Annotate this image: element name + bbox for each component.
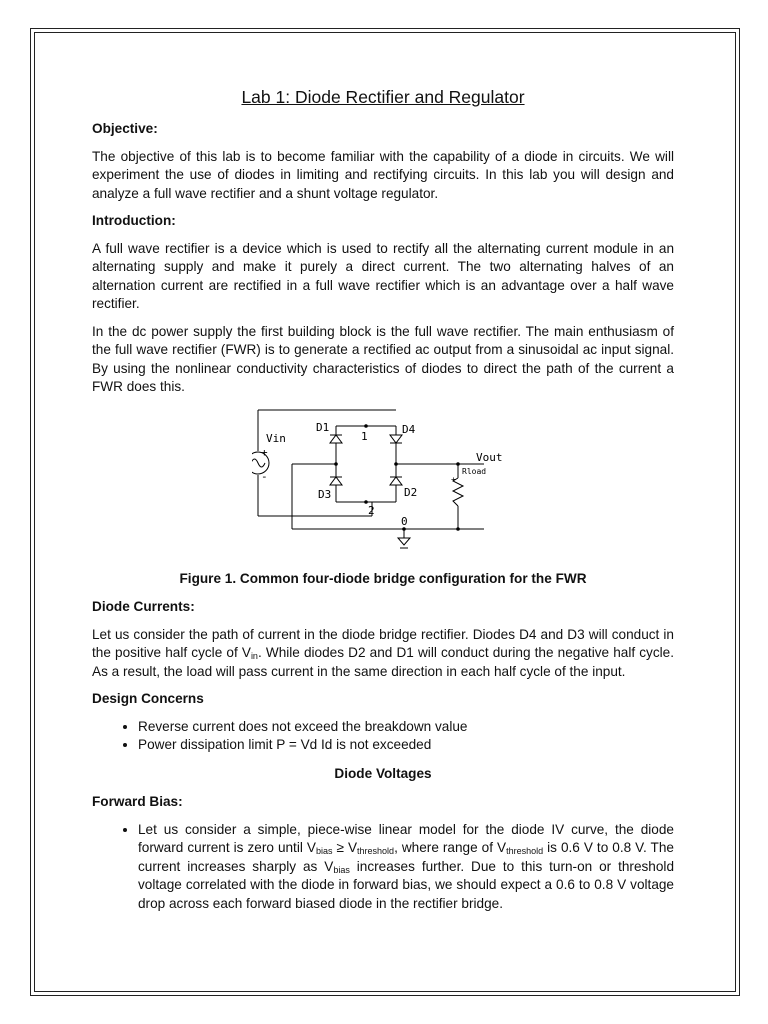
label-rload: Rload xyxy=(462,466,487,476)
label-vin: Vin xyxy=(266,431,286,445)
list-item xyxy=(138,821,674,914)
subscript-in: in xyxy=(250,651,258,661)
introduction-heading: Introduction: xyxy=(92,213,176,228)
diode-currents-paragraph xyxy=(92,626,674,682)
fb-text-2: ≥ V xyxy=(332,840,358,855)
forward-bias-list xyxy=(92,821,674,914)
label-d4: D4 xyxy=(402,422,416,436)
diode-currents-text-b: . While diodes D2 and D1 will conduct during the negative half cycle. As a result, the load will pass current in the same direction in each half cycle of the input. xyxy=(92,645,674,679)
subscript-threshold: threshold xyxy=(506,846,544,856)
list-item: • Reverse current does not exceed the breakdown value xyxy=(138,718,674,737)
bridge-rectifier-diagram xyxy=(252,406,512,562)
document-title: Lab 1: Diode Rectifier and Regulator xyxy=(241,87,525,107)
objective-heading: Objective: xyxy=(92,121,158,136)
introduction-paragraph-1: A full wave rectifier is a device which is used to rectify all the alternating current module in an alternating supply and make it purely a direct current. The two alternating halves of an alternation current are rectified in a full wave rectifier which is an advantage over a half wave rectifier. xyxy=(92,240,674,311)
design-concerns-list xyxy=(92,718,674,755)
fb-text-1: Let us consider a simple, piece-wise linear model for the diode IV curve, the diode forward current is zero until V xyxy=(138,821,674,855)
diode-currents-text-a: Let us consider the path of current in the diode bridge rectifier. Diodes D4 and D3 will conduct in the positive half cycle of V xyxy=(92,626,674,660)
document-body xyxy=(92,86,674,923)
forward-bias-heading: Forward Bias: xyxy=(92,794,183,809)
label-plus: + xyxy=(261,445,268,459)
label-rload-plus: + xyxy=(451,474,456,484)
fb-text-5: increases further. Due to this turn-on or threshold voltage correlated with the diode in forward bias, we should expect a 0.6 to 0.8 V voltage drop across each forward biased diode in the rectifier bridge. xyxy=(138,858,675,911)
fb-text-4: is 0.6 V to 0.8 V. The current increases sharply as V xyxy=(138,840,674,874)
label-d1: D1 xyxy=(316,420,330,434)
design-concerns-heading: Design Concerns xyxy=(92,691,204,706)
figure-caption: Figure 1. Common four-diode bridge configuration for the FWR xyxy=(179,570,587,586)
diode-currents-heading: Diode Currents: xyxy=(92,599,195,614)
subscript-bias: bias xyxy=(333,864,350,875)
fb-text-3: , where range of V xyxy=(394,840,507,855)
list-item: • Power dissipation limit P = Vd Id is not exceeded xyxy=(138,736,674,755)
figure-circuit xyxy=(92,406,674,562)
label-minus: - xyxy=(261,469,268,483)
label-node0: 0 xyxy=(401,514,408,528)
introduction-paragraph-2: In the dc power supply the first building block is the full wave rectifier. The main enthusiasm of the full wave rectifier (FWR) is to generate a rectified ac output from a sinusoidal ac input signal. By using the nonlinear conductivity characteristics of diodes to direct the path of the current a FWR does this. xyxy=(92,323,674,394)
objective-paragraph: The objective of this lab is to become familiar with the capability of a diode in circuits. We will experiment the use of diodes in limiting and rectifying circuits. In this lab you will design and analyze a full wave rectifier and a shunt voltage regulator. xyxy=(92,148,674,201)
label-d3: D3 xyxy=(318,487,332,501)
label-node1: 1 xyxy=(361,429,368,443)
subscript-bias: bias xyxy=(315,846,333,856)
label-vout: Vout xyxy=(476,450,503,464)
label-node2: 2 xyxy=(368,503,375,517)
label-d2: D2 xyxy=(404,485,418,499)
diode-voltages-heading: Diode Voltages xyxy=(334,765,432,781)
subscript-threshold: threshold xyxy=(357,846,395,856)
